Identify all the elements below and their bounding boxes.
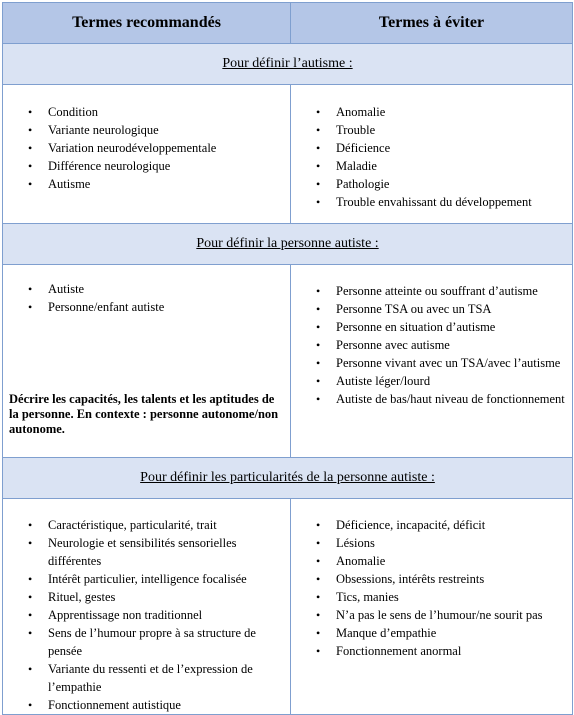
list-item: • Déficience, incapacité, déficit: [336, 516, 572, 534]
list-item: • Trouble: [336, 121, 572, 139]
terminology-table: [2, 2, 573, 715]
list-item: • Neurologie et sensibilités sensorielles différentes: [48, 534, 270, 570]
list-item: • Manque d’empathie: [336, 624, 572, 642]
list-item: • Fonctionnement anormal: [336, 642, 572, 660]
recommended-cell: [3, 499, 291, 715]
avoid-cell: [291, 85, 573, 224]
avoid-cell: [291, 265, 573, 458]
avoid-list: [291, 282, 572, 408]
recommended-list: [3, 516, 290, 714]
section-title: Pour définir les particularités de la personne autiste :: [140, 470, 435, 485]
list-item: • Sens de l’humour propre à sa structure de pensée: [48, 624, 270, 660]
list-item: • N’a pas le sens de l’humour/ne sourit pas: [336, 606, 572, 624]
list-item: • Autiste: [48, 280, 290, 298]
list-item: • Tics, manies: [336, 588, 572, 606]
list-item: • Pathologie: [336, 175, 572, 193]
list-item: • Variante neurologique: [48, 121, 290, 139]
list-item: • Anomalie: [336, 103, 572, 121]
list-item: • Anomalie: [336, 552, 572, 570]
list-item: • Personne avec autisme: [336, 336, 572, 354]
list-item: • Personne vivant avec un TSA/avec l’autisme: [336, 354, 572, 372]
context-note: Décrire les capacités, les talents et les aptitudes de la personne. En contexte : personne autonome/non autonome.: [9, 392, 279, 436]
list-item: • Fonctionnement autistique: [48, 696, 270, 714]
list-item: • Rituel, gestes: [48, 588, 270, 606]
recommended-cell: [3, 265, 291, 458]
list-item: • Trouble envahissant du développement: [336, 193, 572, 211]
avoid-list: [291, 516, 572, 660]
list-item: • Autiste léger/lourd: [336, 372, 572, 390]
section-content-row: [3, 265, 573, 458]
list-item: • Condition: [48, 103, 290, 121]
avoid-cell: [291, 499, 573, 715]
recommended-list: [3, 103, 290, 193]
recommended-list: [3, 280, 290, 316]
list-item: • Personne atteinte ou souffrant d’autisme: [336, 282, 572, 300]
header-avoid: Termes à éviter: [291, 3, 573, 44]
list-item: • Apprentissage non traditionnel: [48, 606, 270, 624]
avoid-list: [291, 103, 572, 211]
section-content-row: [3, 85, 573, 224]
section-title-row: [3, 44, 573, 85]
list-item: • Autisme: [48, 175, 290, 193]
list-item: • Intérêt particulier, intelligence focalisée: [48, 570, 270, 588]
list-item: • Déficience: [336, 139, 572, 157]
list-item: • Différence neurologique: [48, 157, 290, 175]
header-recommended: Termes recommandés: [3, 3, 291, 44]
list-item: • Personne/enfant autiste: [48, 298, 290, 316]
section-title: Pour définir la personne autiste :: [196, 236, 379, 251]
list-item: • Variante du ressenti et de l’expression de l’empathie: [48, 660, 270, 696]
list-item: • Variation neurodéveloppementale: [48, 139, 290, 157]
recommended-cell: [3, 85, 291, 224]
section-title-row: [3, 458, 573, 499]
list-item: • Lésions: [336, 534, 572, 552]
list-item: • Caractéristique, particularité, trait: [48, 516, 270, 534]
list-item: • Obsessions, intérêts restreints: [336, 570, 572, 588]
list-item: • Maladie: [336, 157, 572, 175]
section-title-row: [3, 224, 573, 265]
header-row: [3, 3, 573, 44]
section-title: Pour définir l’autisme :: [222, 56, 353, 71]
list-item: • Autiste de bas/haut niveau de fonctionnement: [336, 390, 572, 408]
list-item: • Personne en situation d’autisme: [336, 318, 572, 336]
list-item: • Personne TSA ou avec un TSA: [336, 300, 572, 318]
section-content-row: [3, 499, 573, 715]
